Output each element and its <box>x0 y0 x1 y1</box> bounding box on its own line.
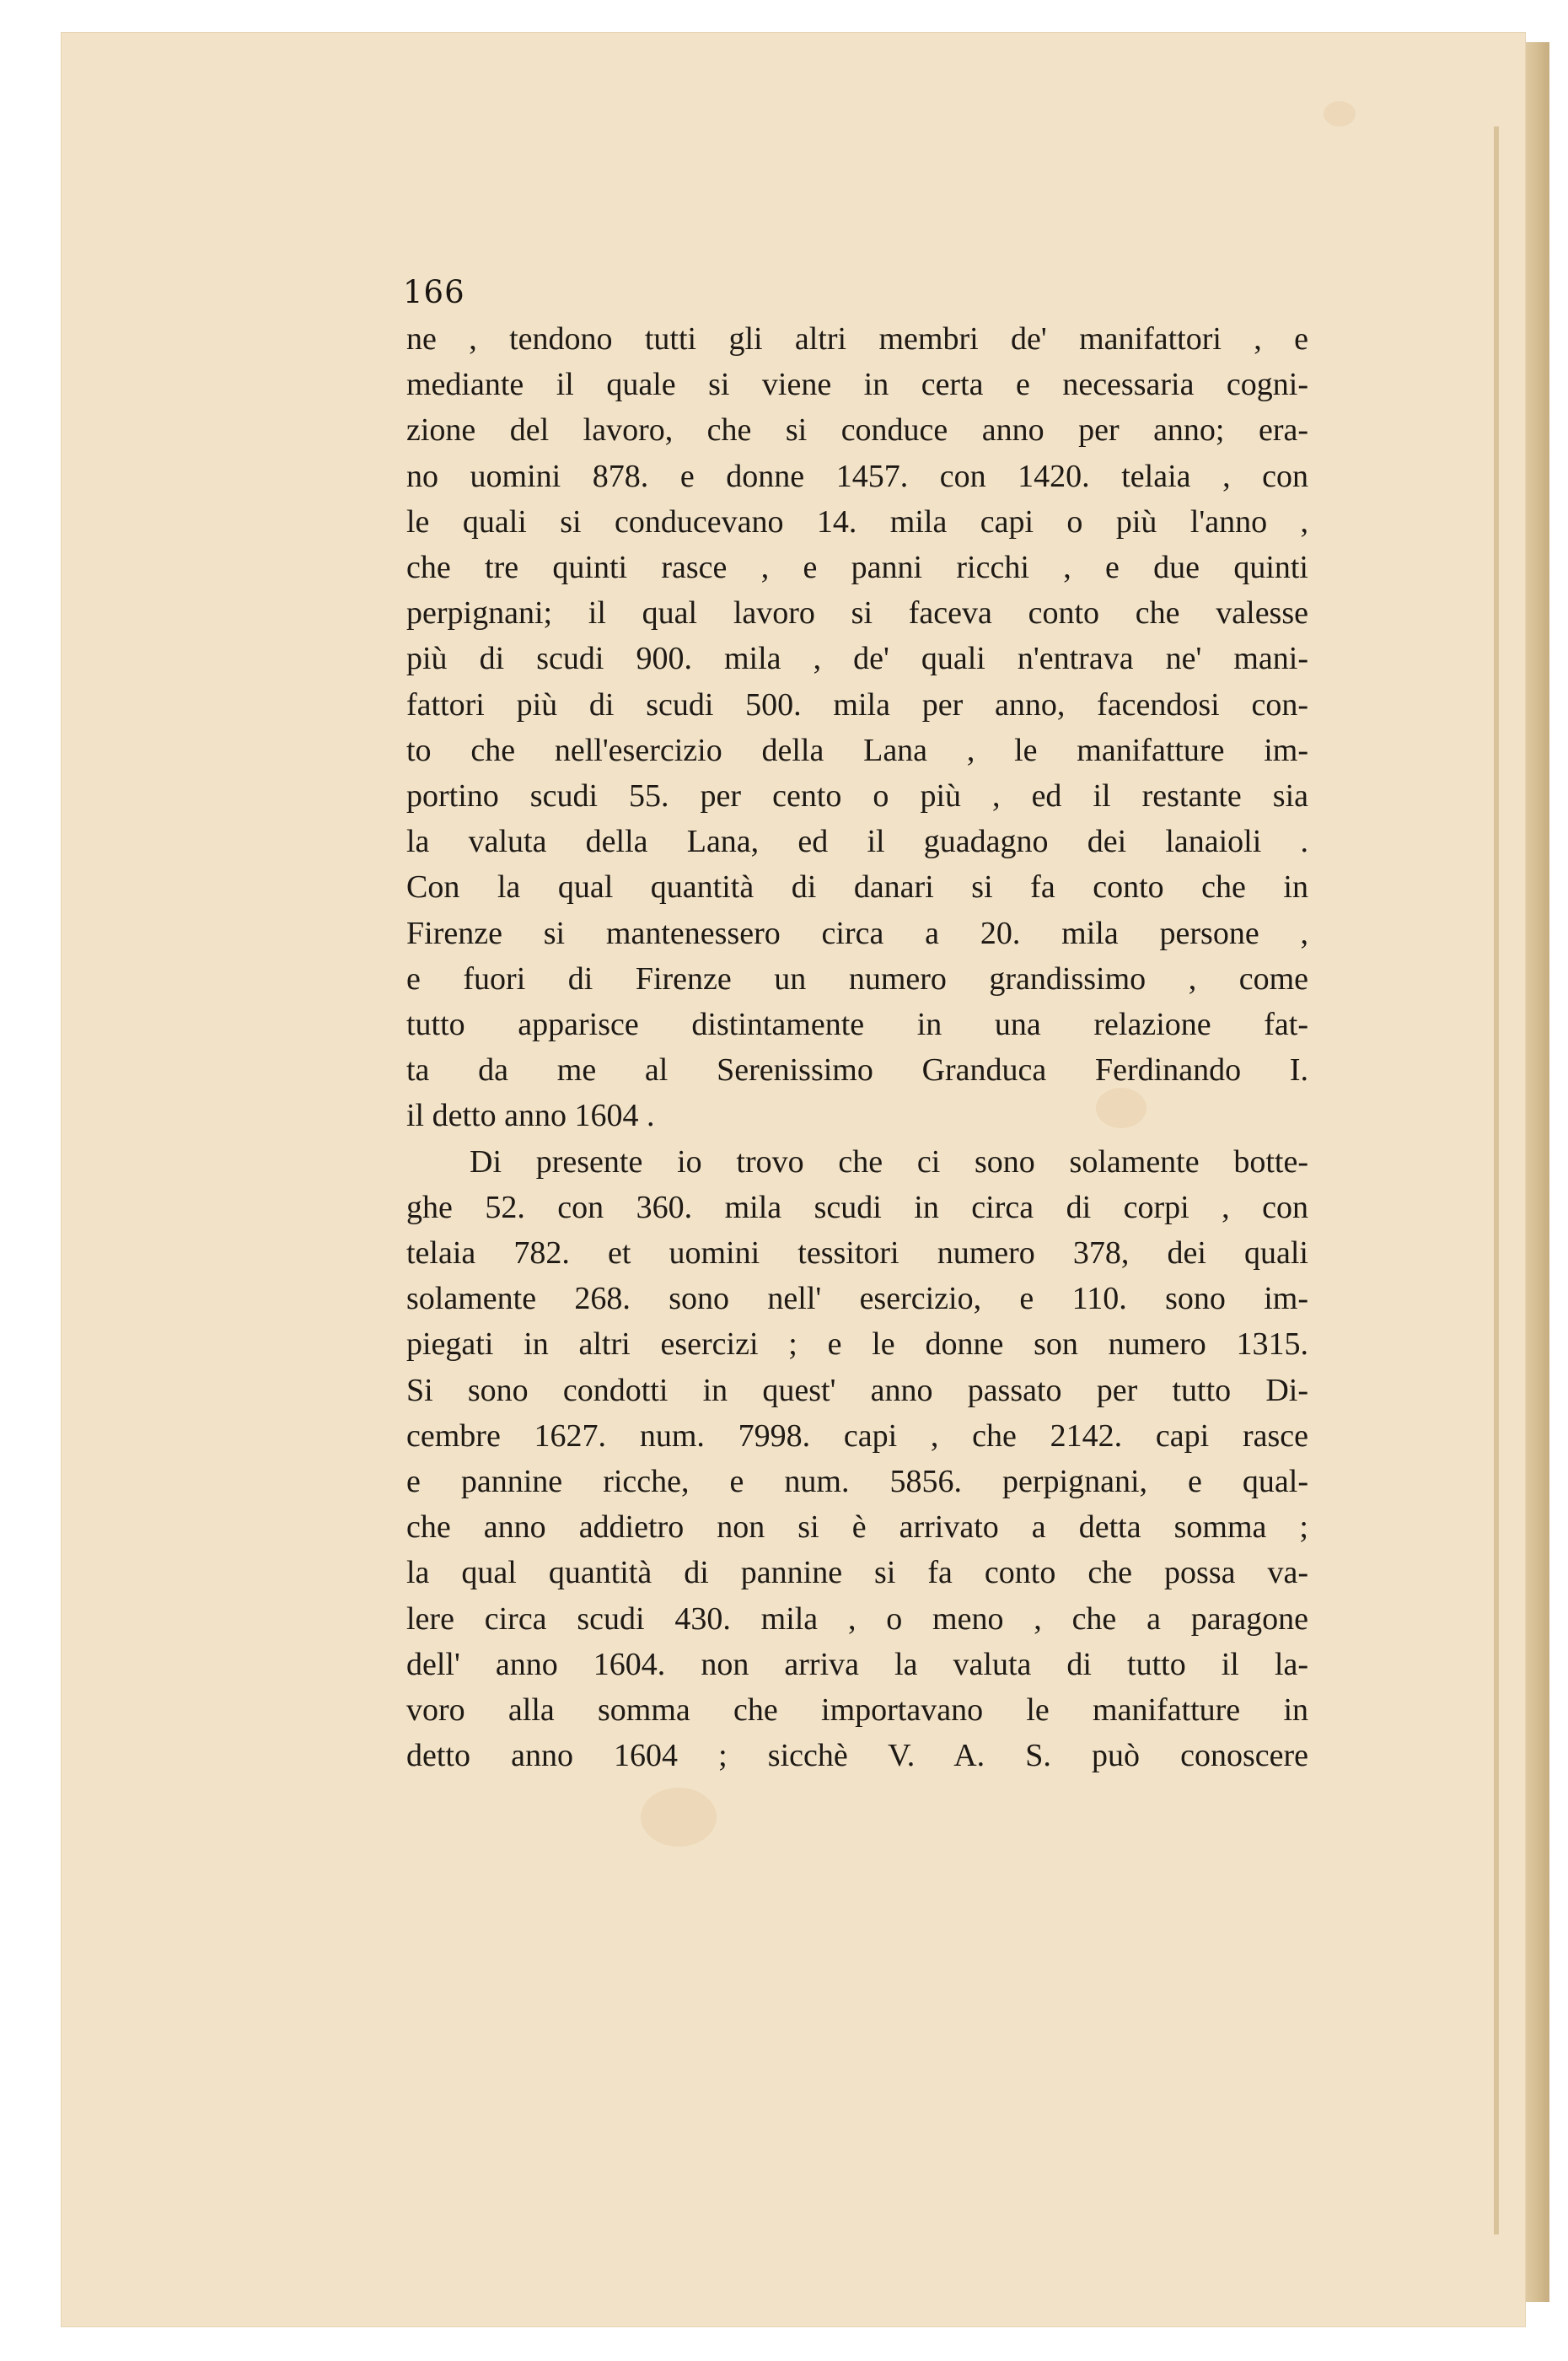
text-line: no uomini 878. e donne 1457. con 1420. telaia , con <box>406 458 1308 494</box>
text-line: solamente 268. sono nell' esercizio, e 110. sono im- <box>406 1281 1308 1317</box>
body-text <box>406 316 1308 1779</box>
text-line: perpignani; il qual lavoro si faceva conto che valesse <box>406 595 1308 632</box>
text-line: che tre quinti rasce , e panni ricchi , e due quinti <box>406 550 1308 586</box>
text-line: le quali si conducevano 14. mila capi o più l'anno , <box>406 503 1308 540</box>
text-line: il detto anno 1604 . <box>406 1098 655 1134</box>
page-number: 166 <box>403 274 465 310</box>
text-line: telaia 782. et uomini tessitori numero 378, dei quali <box>406 1235 1308 1272</box>
text-line: e pannine ricche, e num. 5856. perpignani, e qual- <box>406 1464 1308 1500</box>
text-line: dell' anno 1604. non arriva la valuta di tutto il la- <box>406 1646 1308 1682</box>
text-line: detto anno 1604 ; sicchè V. A. S. può conoscere <box>406 1738 1308 1774</box>
text-line: che anno addietro non si è arrivato a detta somma ; <box>406 1509 1308 1546</box>
text-line: Si sono condotti in quest' anno passato per tutto Di- <box>406 1372 1308 1408</box>
text-line: Firenze si mantenessero circa a 20. mila persone , <box>406 915 1308 951</box>
text-line: Di presente io trovo che ci sono solamente botte- <box>470 1143 1308 1180</box>
paper-stain <box>1324 101 1356 126</box>
text-line: ghe 52. con 360. mila scudi in circa di corpi , con <box>406 1189 1308 1225</box>
text-line: la qual quantità di pannine si fa conto che possa va- <box>406 1555 1308 1591</box>
text-line: la valuta della Lana, ed il guadagno dei lanaioli . <box>406 824 1308 860</box>
text-line: piegati in altri esercizi ; e le donne son numero 1315. <box>406 1326 1308 1363</box>
paragraph-1 <box>406 316 1308 1139</box>
page-fold <box>1494 126 1499 2235</box>
text-line: mediante il quale si viene in certa e necessaria cogni- <box>406 367 1308 403</box>
text-line: più di scudi 900. mila , de' quali n'entrava ne' mani- <box>406 641 1308 677</box>
text-line: ta da me al Serenissimo Granduca Ferdinando I. <box>406 1052 1308 1089</box>
text-line: lere circa scudi 430. mila , o meno , che a paragone <box>406 1600 1308 1637</box>
text-line: fattori più di scudi 500. mila per anno, facendosi con- <box>406 686 1308 723</box>
text-line: Con la qual quantità di danari si fa conto che in <box>406 869 1308 906</box>
text-line: to che nell'esercizio della Lana , le manifatture im- <box>406 732 1308 768</box>
text-line: tutto apparisce distintamente in una relazione fat- <box>406 1007 1308 1043</box>
text-line: cembre 1627. num. 7998. capi , che 2142. capi rasce <box>406 1417 1308 1454</box>
text-line: e fuori di Firenze un numero grandissimo , come <box>406 960 1308 997</box>
paragraph-2 <box>406 1139 1308 1779</box>
text-line: zione del lavoro, che si conduce anno per anno; era- <box>406 412 1308 449</box>
text-line: voro alla somma che importavano le manifatture in <box>406 1692 1308 1729</box>
text-line: ne , tendono tutti gli altri membri de' manifattori , e <box>406 321 1308 357</box>
text-line: portino scudi 55. per cento o più , ed il restante sia <box>406 778 1308 815</box>
paper-stain <box>641 1788 717 1847</box>
